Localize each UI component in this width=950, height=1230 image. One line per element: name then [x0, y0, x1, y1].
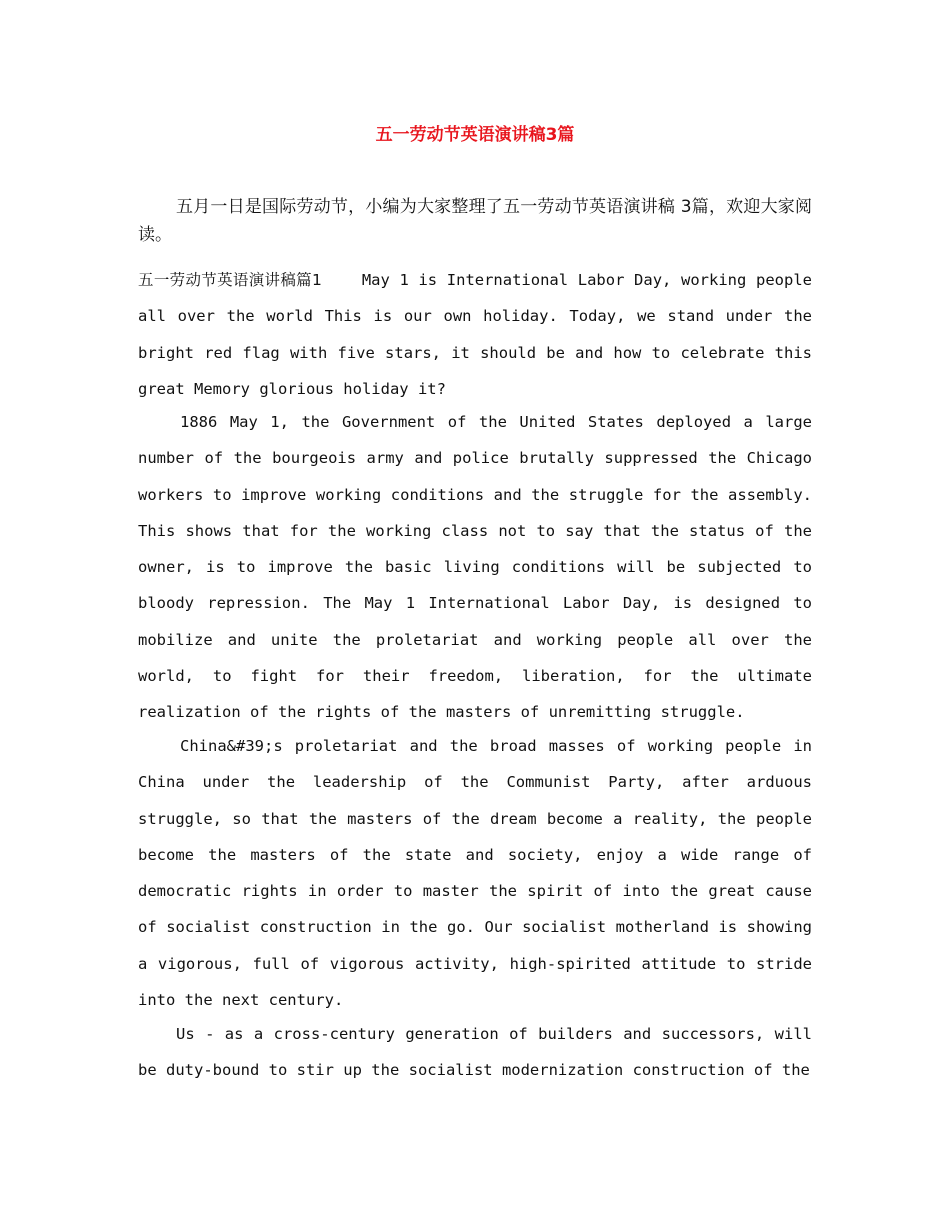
section-heading: 五一劳动节英语演讲稿篇1 [138, 271, 322, 289]
speech-paragraph-3: China&#39;s proletariat and the broad masses of working people in China under the leadership of the Communist Party, after arduous struggle, so that the masters of the dream become a reality, the people become the masters of the state and society, enjoy a wide range of democratic rights in order to master the spirit of into the great cause of socialist construction in the go. Our socialist motherland is showing a vigorous, full of vigorous activity, high-spirited attitude to stride into the next century. [138, 737, 812, 1010]
speech-paragraph-1 [138, 262, 812, 407]
speech-paragraph-2: 1886 May 1, the Government of the United States deployed a large number of the bourgeois army and police brutally suppressed the Chicago workers to improve working conditions and the struggle for the assembly. This shows that for the working class not to say that the status of the owner, is to improve the basic living conditions will be subjected to bloody repression. The May 1 International Labor Day, is designed to mobilize and unite the proletariat and working people all over the world, to fight for their freedom, liberation, for the ultimate realization of the rights of the masters of unremitting struggle. [138, 413, 812, 722]
document-title: 五一劳动节英语演讲稿3篇 [375, 125, 575, 145]
intro-paragraph: 五月一日是国际劳动节，小编为大家整理了五一劳动节英语演讲稿 3篇，欢迎大家阅读。 [138, 197, 812, 245]
speech-paragraph-4: Us - as a cross-century generation of builders and successors, will be duty-bound to stir up the socialist modernization construction of the [138, 1025, 812, 1080]
paragraph-text: May 1 is International Labor Day, working people all over the world This is our own holiday. Today, we stand under the bright red flag with five stars, it should be and how to celebrate this great Memory glorious holiday it? [138, 271, 812, 398]
